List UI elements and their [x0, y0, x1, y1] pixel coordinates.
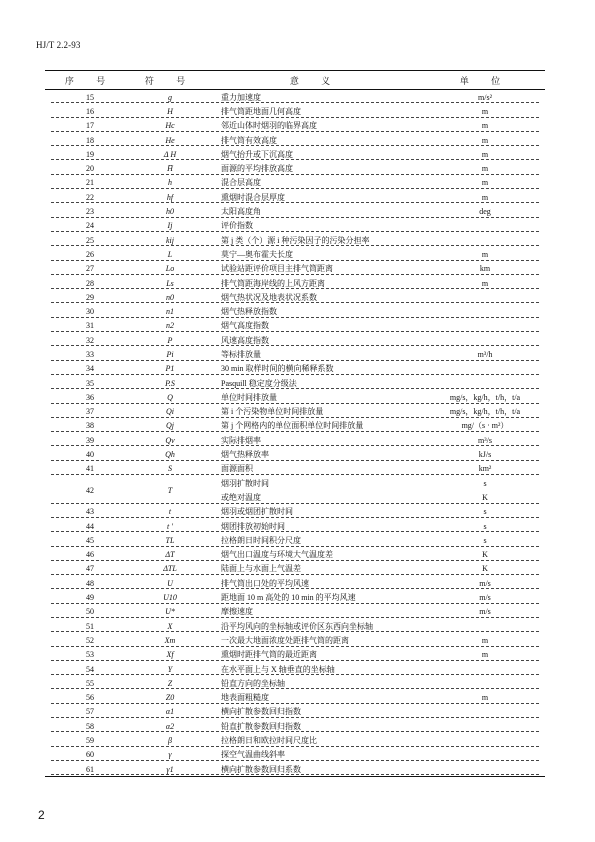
row-symbol: α2 — [165, 721, 175, 731]
row-unit: K — [482, 564, 488, 574]
row-number: 28 — [86, 278, 94, 288]
row-meaning: 烟气出口温度与环境大气温度差 — [221, 550, 333, 560]
row-symbol: H — [167, 106, 173, 116]
row-number: 43 — [86, 507, 94, 517]
table-row — [45, 119, 545, 133]
row-symbol: t — [168, 507, 172, 517]
row-meaning: 第 i 个污染物单位时间排放量 — [221, 407, 324, 417]
table-row — [45, 633, 545, 647]
row-divider — [51, 588, 539, 589]
row-number: 59 — [86, 736, 94, 745]
table-row — [45, 304, 545, 318]
row-meaning: 面源的平均排放高度 — [221, 164, 293, 174]
table-row — [45, 662, 545, 676]
table-row — [45, 376, 545, 390]
bottom-rule — [45, 776, 545, 777]
row-unit: km — [479, 264, 491, 274]
row-number: 16 — [86, 106, 94, 116]
row-divider — [51, 231, 539, 232]
table-row — [45, 176, 545, 190]
row-meaning: 沿平均风向的坐标轴或评价区东西向坐标轴 — [221, 621, 373, 631]
row-symbol: Qj — [166, 421, 174, 431]
row-divider — [51, 660, 539, 661]
row-unit: m³/s — [478, 435, 492, 445]
row-divider — [51, 102, 539, 103]
row-symbol: H̄ — [167, 164, 173, 174]
row-number: 41 — [86, 464, 94, 474]
row-symbol: L — [167, 249, 173, 259]
row-meaning: 摩擦速度 — [221, 607, 253, 617]
row-divider — [51, 374, 539, 375]
table-body — [45, 90, 545, 776]
table-row — [45, 405, 545, 419]
table-row — [45, 605, 545, 619]
row-number: 19 — [86, 149, 94, 159]
row-unit: s — [483, 507, 487, 517]
row-number: 17 — [86, 121, 94, 131]
row-meaning: 距地面 10 m 高处的 10 min 的平均风速 — [221, 593, 356, 603]
row-symbol: U — [167, 578, 173, 588]
row-meaning: 在水平面上与 X 轴垂直的坐标轴 — [221, 664, 335, 674]
table-row — [45, 290, 545, 304]
row-divider — [51, 188, 539, 189]
col-header-number: 序 号 — [64, 75, 116, 86]
row-meaning: 探空气温曲线斜率 — [221, 750, 285, 760]
row-meaning: 铅直扩散参数回归指数 — [221, 721, 301, 731]
row-meaning: 排气筒出口处的平均风速 — [221, 578, 309, 588]
row-meaning: 地表面粗糙度 — [221, 693, 269, 703]
row-divider — [51, 674, 539, 675]
row-number: 52 — [86, 635, 94, 645]
table-row — [45, 476, 545, 505]
table-row — [45, 619, 545, 633]
row-symbol: P.S — [165, 378, 175, 388]
table-row — [45, 590, 545, 604]
row-number: 21 — [86, 178, 94, 188]
row-symbol: Z — [167, 678, 173, 688]
row-meaning: 烟气热释放指数 — [221, 307, 277, 317]
row-meaning: 烟气热释放率 — [221, 450, 269, 460]
row-symbol: Ls — [166, 278, 174, 288]
row-symbol: γ — [168, 750, 172, 760]
row-symbol: β — [168, 736, 172, 745]
row-meaning — [205, 476, 425, 505]
table-row — [45, 133, 545, 147]
row-unit: s — [483, 521, 487, 531]
row-divider — [51, 174, 539, 175]
row-meaning: 陆面上与水面上气温差 — [221, 564, 301, 574]
row-unit: deg — [479, 207, 491, 217]
row-unit: mg/s，kg/h，t/h，t/a — [449, 407, 521, 417]
col-header-symbol: 符 号 — [144, 75, 196, 86]
row-symbol: Δ H — [163, 149, 177, 159]
row-unit: mg/s，kg/h，t/h，t/a — [449, 392, 521, 402]
table-row — [45, 104, 545, 118]
row-divider — [51, 760, 539, 761]
row-divider — [51, 302, 539, 303]
row-meaning: 评价指数 — [221, 221, 253, 231]
row-number: 27 — [86, 264, 94, 274]
row-number: 46 — [86, 550, 94, 560]
table-row — [45, 319, 545, 333]
row-symbol: Qi — [166, 407, 174, 417]
row-symbol: Lo — [165, 264, 175, 274]
row-meaning: 排气筒距地面几何高度 — [221, 106, 301, 116]
row-meaning: 面源面积 — [221, 464, 253, 474]
row-number: 33 — [86, 349, 94, 359]
row-number: 54 — [86, 664, 94, 674]
row-divider — [51, 417, 539, 418]
row-symbol: hf — [166, 192, 174, 202]
row-unit: m/s² — [478, 92, 492, 102]
row-divider — [51, 603, 539, 604]
table-row — [45, 190, 545, 204]
row-symbol: ΔTL — [163, 564, 177, 574]
row-divider — [51, 560, 539, 561]
row-divider — [51, 646, 539, 647]
row-unit: m³/h — [477, 349, 493, 359]
row-symbol: n0 — [166, 292, 174, 302]
row-number: 47 — [86, 564, 94, 574]
row-symbol: n2 — [166, 321, 174, 331]
row-divider — [51, 317, 539, 318]
row-number: 24 — [86, 221, 94, 231]
row-meaning: 试验站距评价项目主排气筒距离 — [221, 264, 333, 274]
row-symbol: T — [167, 485, 173, 495]
table-row — [45, 733, 545, 747]
row-unit: m — [481, 106, 489, 116]
row-unit-line: K — [482, 492, 488, 502]
row-meaning: 莫宁—奥布霍夫长度 — [221, 249, 293, 259]
table-row — [45, 462, 545, 476]
table-row — [45, 576, 545, 590]
row-number: 36 — [86, 392, 94, 402]
row-meaning: 排气筒距海岸线的上风方距离 — [221, 278, 325, 288]
row-divider — [51, 331, 539, 332]
row-number: 51 — [86, 621, 94, 631]
row-meaning-line: 或绝对温度 — [221, 492, 261, 502]
table-row — [45, 533, 545, 547]
row-symbol: Y — [167, 664, 173, 674]
row-divider — [51, 503, 539, 504]
row-divider — [51, 159, 539, 160]
row-number: 26 — [86, 249, 94, 259]
row-divider — [51, 202, 539, 203]
row-divider — [51, 546, 539, 547]
table-row — [45, 233, 545, 247]
row-meaning: 烟气热状况及地表状况系数 — [221, 292, 317, 302]
row-number: 61 — [86, 764, 94, 774]
row-meaning: 烟气高度指数 — [221, 321, 269, 331]
row-meaning: 风速高度指数 — [221, 335, 269, 345]
table-row — [45, 262, 545, 276]
table-row — [45, 562, 545, 576]
row-divider — [51, 288, 539, 289]
row-meaning: 单位时间排放量 — [221, 392, 277, 402]
row-symbol: g — [168, 92, 172, 102]
row-divider — [51, 688, 539, 689]
row-meaning: 30 min 取样时间的横向稀释系数 — [221, 364, 334, 374]
row-unit: m — [481, 650, 489, 660]
row-symbol: Ij — [167, 221, 173, 231]
table-row — [45, 433, 545, 447]
row-unit: m — [481, 178, 489, 188]
page-number: 2 — [38, 808, 45, 822]
row-unit: K — [482, 550, 488, 560]
row-meaning: 熏烟时距排气筒的最近距离 — [221, 650, 317, 660]
row-symbol: kij — [166, 235, 174, 245]
row-unit: s — [483, 535, 487, 545]
table-row — [45, 447, 545, 461]
row-number: 45 — [86, 535, 94, 545]
row-divider — [51, 431, 539, 432]
row-number: 22 — [86, 192, 94, 202]
row-number: 44 — [86, 521, 94, 531]
row-number: 25 — [86, 235, 94, 245]
row-meaning: 重力加速度 — [221, 92, 261, 102]
row-symbol: Hc — [165, 121, 175, 131]
row-meaning: 拉格朗日和欧拉时间尺度比 — [221, 736, 317, 745]
table-row — [45, 548, 545, 562]
row-unit: km² — [478, 464, 492, 474]
document-code: HJ/T 2.2-93 — [36, 40, 81, 50]
row-meaning: 铅直方向的坐标轴 — [221, 678, 285, 688]
row-unit: m/s — [479, 607, 491, 617]
row-symbol: α1 — [165, 707, 175, 717]
row-divider — [51, 746, 539, 747]
row-divider — [51, 403, 539, 404]
row-number: 31 — [86, 321, 94, 331]
row-unit: m — [481, 249, 489, 259]
table-row — [45, 362, 545, 376]
table-row — [45, 505, 545, 519]
row-divider — [51, 445, 539, 446]
row-symbol: Q — [167, 392, 173, 402]
row-divider — [51, 631, 539, 632]
row-meaning: 第 j 个网格内的单位面积单位时间排放量 — [221, 421, 364, 431]
row-symbol: Qh — [165, 450, 175, 460]
row-number: 55 — [86, 678, 94, 688]
row-meaning: 拉格朗日时间积分尺度 — [221, 535, 301, 545]
row-symbol: TL — [165, 535, 175, 545]
table-row — [45, 204, 545, 218]
table-row — [45, 705, 545, 719]
row-meaning: 一次最大地面浓度处距排气筒的距离 — [221, 635, 349, 645]
row-unit: m — [481, 192, 489, 202]
row-symbol: U10 — [163, 593, 177, 603]
table-row — [45, 748, 545, 762]
row-number: 38 — [86, 421, 94, 431]
row-unit: m — [481, 693, 489, 703]
row-divider — [51, 131, 539, 132]
table-row — [45, 161, 545, 175]
row-symbol: S — [168, 464, 172, 474]
row-unit: kJ/s — [478, 450, 492, 460]
table-header — [45, 71, 545, 89]
row-number: 50 — [86, 607, 94, 617]
row-number: 32 — [86, 335, 94, 345]
table-row — [45, 390, 545, 404]
row-unit: m/s — [479, 578, 491, 588]
row-number: 35 — [86, 378, 94, 388]
row-number: 56 — [86, 693, 94, 703]
row-divider — [51, 517, 539, 518]
row-meaning: 邻近山体时烟羽的临界高度 — [221, 121, 317, 131]
row-symbol: Z0 — [165, 693, 175, 703]
table-row — [45, 676, 545, 690]
row-number: 57 — [86, 707, 94, 717]
row-symbol: P — [167, 335, 173, 345]
table-row — [45, 90, 545, 104]
row-unit: m — [481, 278, 489, 288]
row-symbol: U* — [165, 607, 175, 617]
row-number: 39 — [86, 435, 94, 445]
row-meaning: 排气筒有效高度 — [221, 135, 277, 145]
row-number: 29 — [86, 292, 94, 302]
row-divider — [51, 360, 539, 361]
table-row — [45, 519, 545, 533]
row-unit: m — [481, 635, 489, 645]
row-unit: m/s — [479, 593, 491, 603]
table-row — [45, 419, 545, 433]
row-symbol: γ1 — [166, 764, 174, 774]
row-symbol: Qv — [165, 435, 175, 445]
row-meaning: 横向扩散参数回归系数 — [221, 764, 301, 774]
table-row — [45, 648, 545, 662]
row-divider — [51, 474, 539, 475]
row-meaning: 第 j 类（个）源 i 种污染因子的污染分担率 — [221, 235, 370, 245]
row-symbol: Xf — [166, 650, 174, 660]
row-divider — [51, 117, 539, 118]
row-divider — [51, 388, 539, 389]
table-row — [45, 247, 545, 261]
row-number: 15 — [86, 92, 94, 102]
table-row — [45, 762, 545, 776]
row-meaning: 太阳高度角 — [221, 207, 261, 217]
row-symbol: h0 — [166, 207, 174, 217]
row-divider — [51, 703, 539, 704]
row-divider — [51, 774, 539, 775]
row-divider — [51, 217, 539, 218]
row-divider — [51, 460, 539, 461]
row-number: 40 — [86, 450, 94, 460]
row-meaning-line: 烟羽扩散时间 — [221, 478, 269, 488]
row-unit: m — [481, 149, 489, 159]
row-symbol: ΔT — [165, 550, 175, 560]
row-number: 37 — [86, 407, 94, 417]
row-divider — [51, 274, 539, 275]
row-symbol: h — [168, 178, 172, 188]
table-row — [45, 347, 545, 361]
row-symbol: He — [165, 135, 175, 145]
table-row — [45, 276, 545, 290]
row-divider — [51, 574, 539, 575]
row-unit: m — [481, 164, 489, 174]
row-number: 58 — [86, 721, 94, 731]
table-row — [45, 719, 545, 733]
row-meaning: 实际排烟率 — [221, 435, 261, 445]
symbol-table — [45, 70, 545, 777]
table-row — [45, 690, 545, 704]
row-meaning: 横向扩散参数回归指数 — [221, 707, 301, 717]
row-meaning: 烟团排放初始时间 — [221, 521, 285, 531]
row-unit: mg/（s · m²） — [461, 421, 509, 431]
row-divider — [51, 345, 539, 346]
row-divider — [51, 145, 539, 146]
col-header-unit: 单 位 — [459, 75, 511, 86]
row-number: 48 — [86, 578, 94, 588]
row-number: 53 — [86, 650, 94, 660]
row-divider — [51, 617, 539, 618]
row-unit: m — [481, 135, 489, 145]
row-symbol: X — [167, 621, 173, 631]
row-symbol: Pi — [166, 349, 174, 359]
row-meaning: 熏烟时混合层厚度 — [221, 192, 285, 202]
row-meaning: 烟羽或烟团扩散时间 — [221, 507, 293, 517]
row-divider — [51, 717, 539, 718]
row-divider — [51, 731, 539, 732]
row-symbol: n1 — [166, 307, 174, 317]
row-divider — [51, 260, 539, 261]
row-meaning: 烟气抬升或下沉高度 — [221, 149, 293, 159]
table-row — [45, 147, 545, 161]
row-number: 60 — [86, 750, 94, 760]
row-symbol: t ′ — [167, 521, 173, 531]
row-divider — [51, 531, 539, 532]
row-number: 42 — [86, 485, 94, 495]
row-unit-line: s — [483, 478, 487, 488]
row-meaning: Pasquill 稳定度分级法 — [221, 378, 297, 388]
table-row — [45, 333, 545, 347]
row-number: 34 — [86, 364, 94, 374]
row-number: 18 — [86, 135, 94, 145]
row-number: 30 — [86, 307, 94, 317]
row-symbol: Xm — [164, 635, 176, 645]
row-meaning: 等标排放量 — [221, 349, 261, 359]
col-header-meaning: 意 义 — [289, 75, 341, 86]
row-number: 49 — [86, 593, 94, 603]
row-number: 20 — [86, 164, 94, 174]
row-unit — [425, 476, 545, 505]
row-unit: m — [481, 121, 489, 131]
row-meaning: 混合层高度 — [221, 178, 261, 188]
row-number: 23 — [86, 207, 94, 217]
table-row — [45, 219, 545, 233]
row-divider — [51, 245, 539, 246]
row-symbol: P1 — [165, 364, 175, 374]
